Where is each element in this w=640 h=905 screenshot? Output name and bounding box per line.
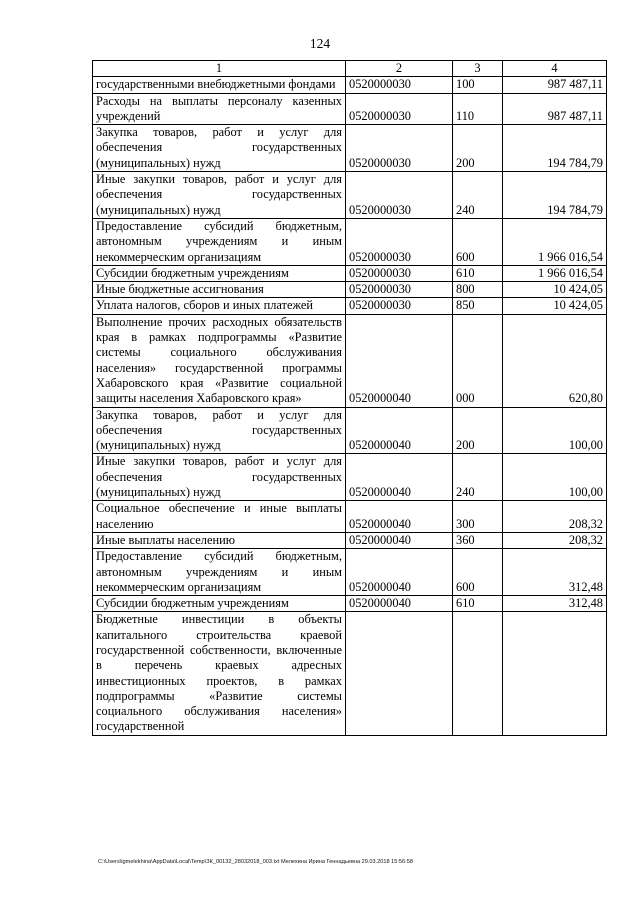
row-sum: 620,80 [503,314,607,407]
row-name: Уплата налогов, сборов и иных платежей [93,298,346,314]
row-name: Закупка товаров, работ и услуг для обеспечения государственных (муниципальных) нужд [93,407,346,454]
row-code: 0520000040 [346,549,453,596]
row-type: 110 [453,93,503,125]
row-code: 0520000040 [346,596,453,612]
row-type: 600 [453,218,503,265]
row-code: 0520000040 [346,454,453,501]
page-number: 124 [309,36,331,51]
table-row [93,298,607,314]
table-row [93,549,607,596]
table-row [93,93,607,125]
row-type: 850 [453,298,503,314]
row-name: Предоставление субсидий бюджетным, автономным учреждениям и иным некоммерческим организациям [93,218,346,265]
row-code: 0520000030 [346,125,453,172]
row-type: 240 [453,454,503,501]
row-type: 200 [453,407,503,454]
row-type: 610 [453,265,503,281]
row-sum: 100,00 [503,407,607,454]
table-row [93,407,607,454]
row-code: 0520000030 [346,77,453,93]
row-name: Социальное обеспечение и иные выплаты населению [93,501,346,533]
budget-table [92,60,607,736]
row-code: 0520000030 [346,265,453,281]
row-type: 610 [453,596,503,612]
row-sum [503,612,607,735]
row-name: Предоставление субсидий бюджетным, автономным учреждениям и иным некоммерческим организациям [93,549,346,596]
row-type: 240 [453,172,503,219]
row-code: 0520000040 [346,532,453,548]
row-name: государственными внебюджетными фондами [93,77,346,93]
row-name: Иные бюджетные ассигнования [93,282,346,298]
row-code: 0520000030 [346,218,453,265]
table-row [93,612,607,735]
row-sum: 208,32 [503,501,607,533]
row-type: 360 [453,532,503,548]
table-row [93,501,607,533]
row-name: Бюджетные инвестиции в объекты капитального строительства краевой государственной собственности, включенные в перечень краевых адресных инвестиционных проектов, в рамках подпрограммы «Развитие системы социального обслуживания населения» государственной [93,612,346,735]
row-code: 0520000030 [346,93,453,125]
row-code: 0520000040 [346,407,453,454]
row-sum: 987 487,11 [503,93,607,125]
table-row [93,314,607,407]
row-name: Субсидии бюджетным учреждениям [93,596,346,612]
row-code: 0520000030 [346,282,453,298]
header-col-4: 4 [503,61,607,77]
row-sum: 312,48 [503,596,607,612]
row-sum: 194 784,79 [503,172,607,219]
row-sum: 100,00 [503,454,607,501]
row-sum: 1 966 016,54 [503,265,607,281]
row-name: Иные закупки товаров, работ и услуг для обеспечения государственных (муниципальных) нужд [93,172,346,219]
header-col-2: 2 [346,61,453,77]
header-col-3: 3 [453,61,503,77]
row-name: Иные закупки товаров, работ и услуг для обеспечения государственных (муниципальных) нужд [93,454,346,501]
file-path-footer: C:\Users\igmelekhina\AppData\Local\Temp\ЗК_00132_28032018_003.txt Мелехина Ирина Геннадьевна 29.03.2018 15:56:58 [98,859,413,865]
row-code: 0520000040 [346,314,453,407]
table-row [93,454,607,501]
row-name: Иные выплаты населению [93,532,346,548]
row-type: 800 [453,282,503,298]
row-name: Субсидии бюджетным учреждениям [93,265,346,281]
row-sum: 10 424,05 [503,298,607,314]
table-row [93,172,607,219]
table-row [93,282,607,298]
row-type: 300 [453,501,503,533]
row-type: 000 [453,314,503,407]
row-type: 100 [453,77,503,93]
row-code: 0520000030 [346,172,453,219]
table-row [93,265,607,281]
table-row [93,218,607,265]
row-sum: 1 966 016,54 [503,218,607,265]
header-col-1: 1 [93,61,346,77]
row-code: 0520000030 [346,298,453,314]
row-sum: 194 784,79 [503,125,607,172]
table-row [93,532,607,548]
row-sum: 10 424,05 [503,282,607,298]
row-sum: 987 487,11 [503,77,607,93]
row-type: 600 [453,549,503,596]
table-header-row [93,61,607,77]
row-type [453,612,503,735]
row-name: Расходы на выплаты персоналу казенных учреждений [93,93,346,125]
table-row [93,596,607,612]
row-name: Закупка товаров, работ и услуг для обеспечения государственных (муниципальных) нужд [93,125,346,172]
row-name: Выполнение прочих расходных обязательств края в рамках подпрограммы «Развитие системы социального обслуживания населения» государственной программы Хабаровского края «Развитие социальной защиты населения Хабаровского края» [93,314,346,407]
table-row [93,125,607,172]
row-sum: 208,32 [503,532,607,548]
row-type: 200 [453,125,503,172]
row-code: 0520000040 [346,501,453,533]
row-code [346,612,453,735]
row-sum: 312,48 [503,549,607,596]
table-row [93,77,607,93]
